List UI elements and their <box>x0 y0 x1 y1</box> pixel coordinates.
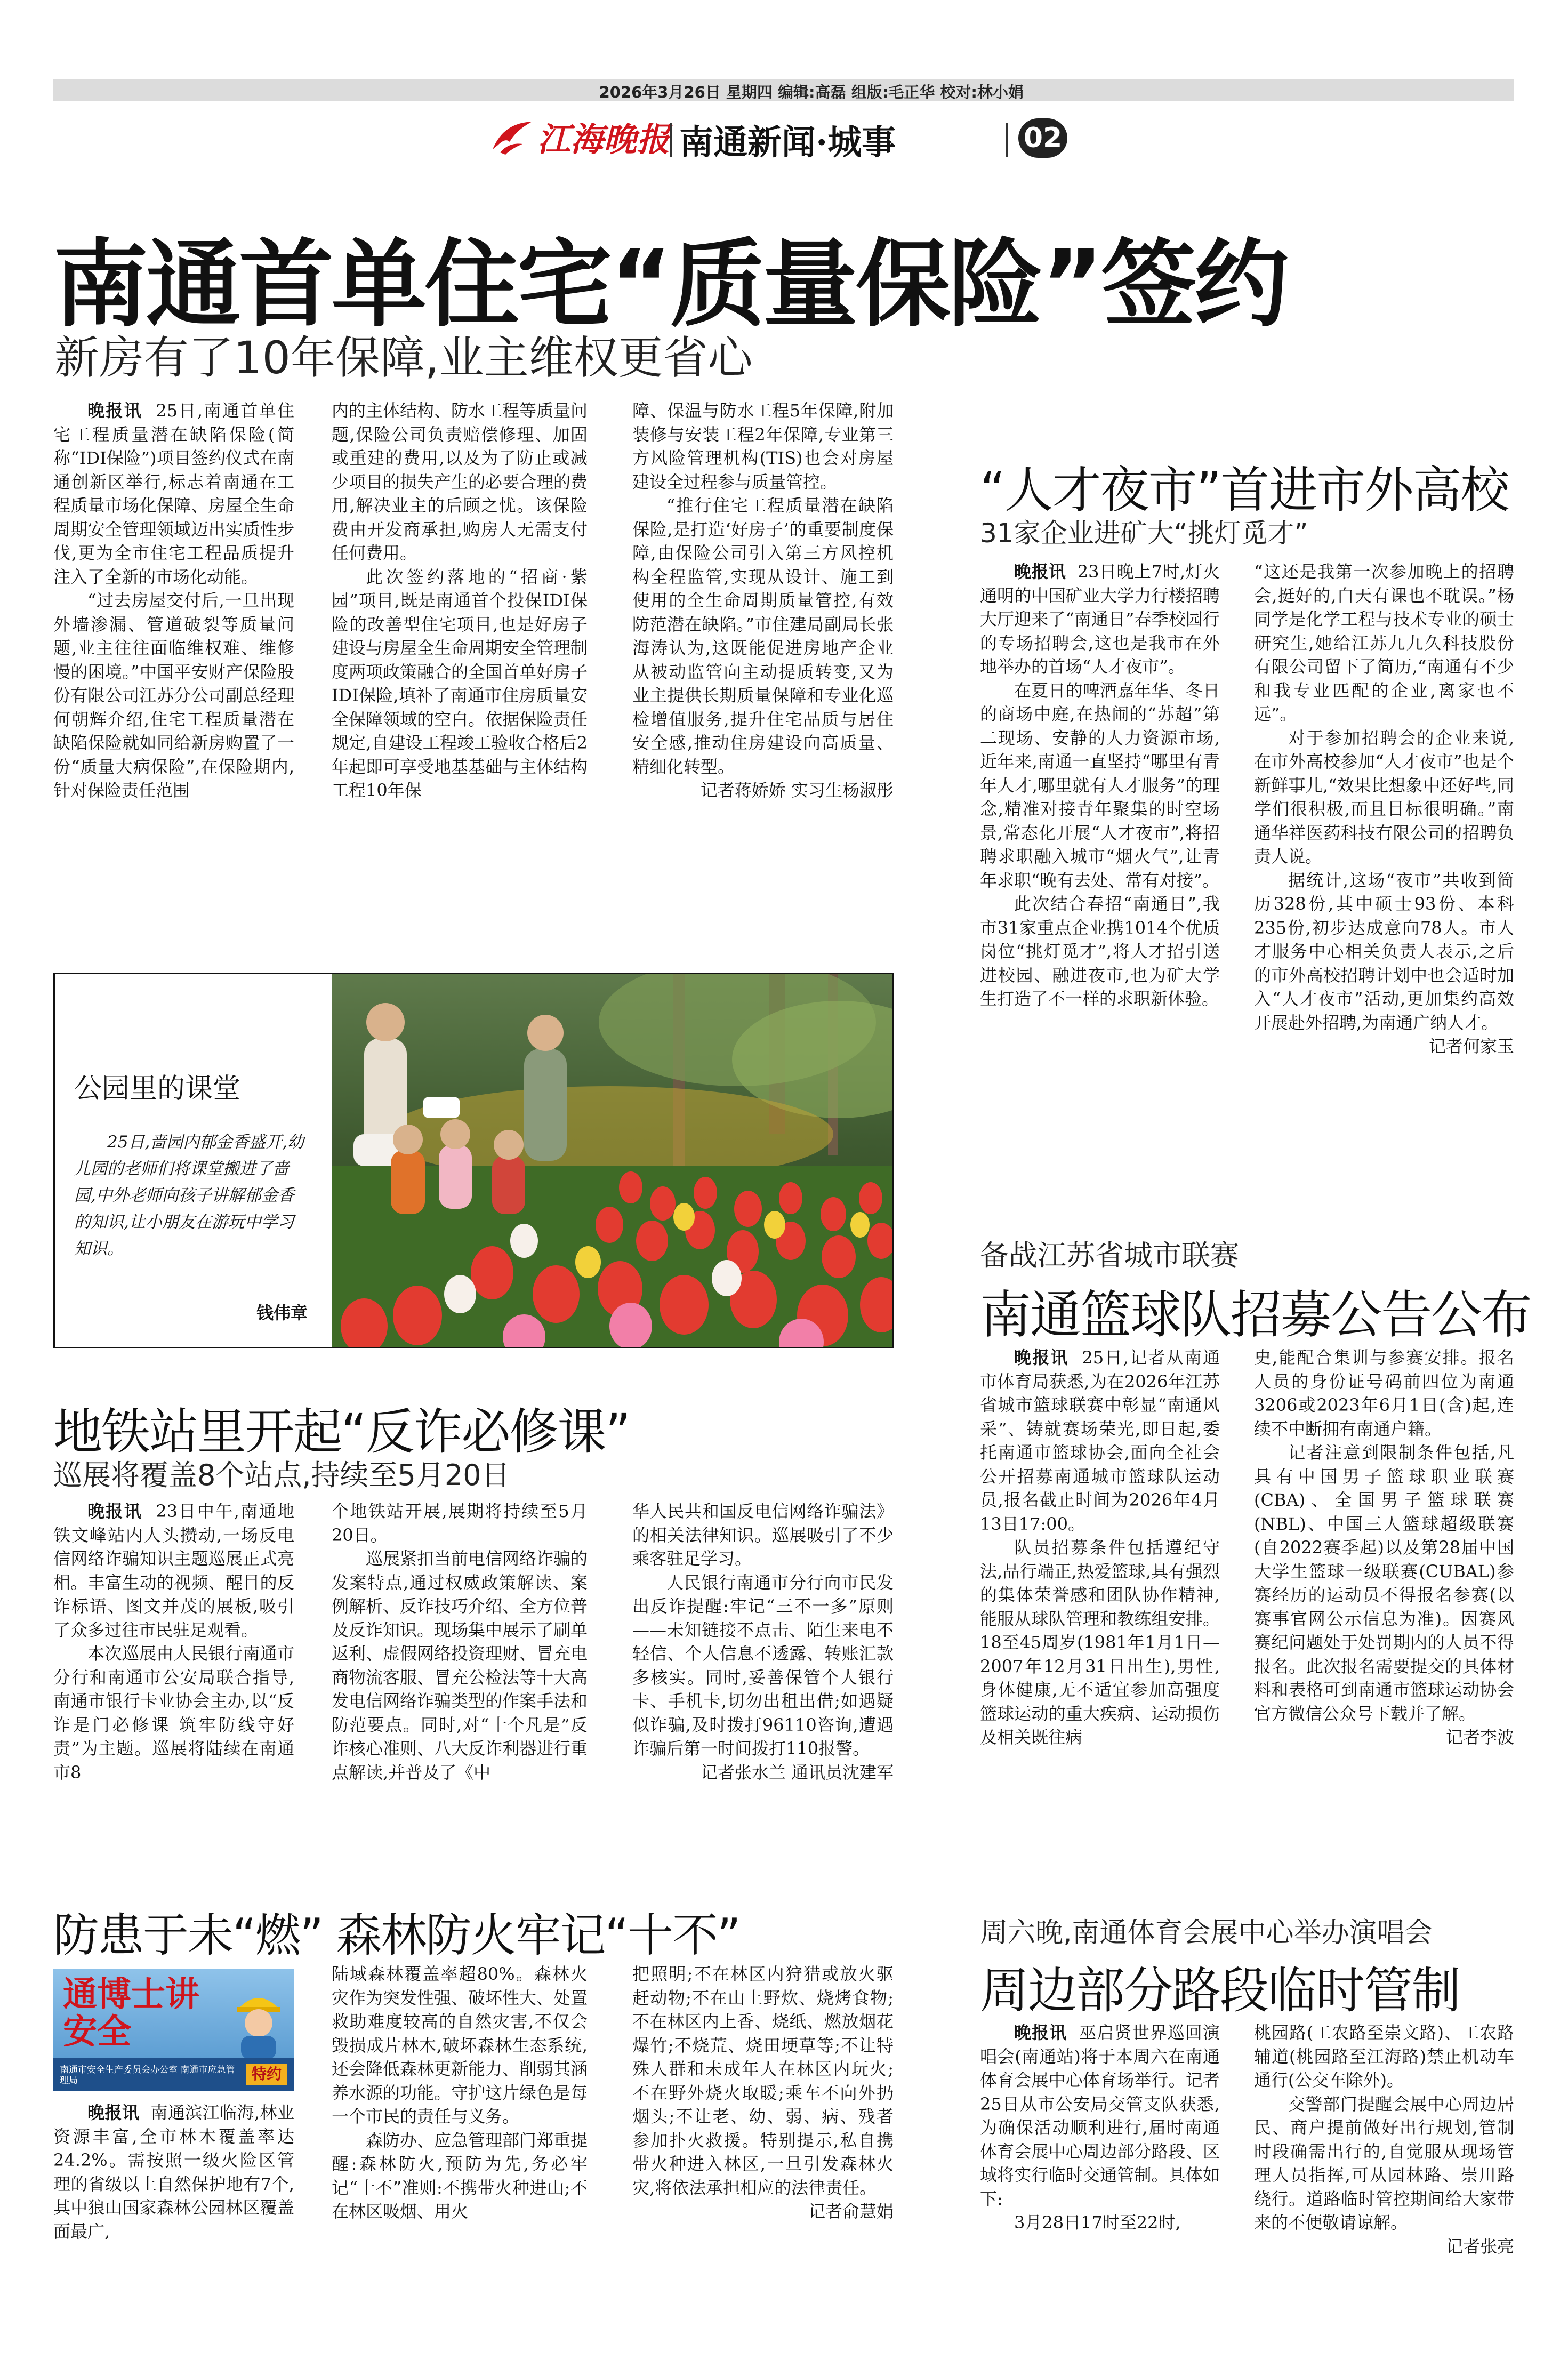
main-article-col-1 <box>53 399 294 943</box>
forest-article-col-2 <box>332 1962 588 2293</box>
paragraph: 23日晚上7时,灯火通明的中国矿业大学力行楼招聘大厅迎来了“南通日”春季校园行的专场招聘会,这也是我市在外地举办的首场“人才夜市”。 <box>980 561 1220 677</box>
page-number-badge: 02 <box>1018 118 1067 158</box>
byline: 记者俞慧娟 <box>808 2201 894 2221</box>
forest-headline: 防患于未“燃” 森林防火牢记“十不” <box>53 1909 740 1962</box>
lead-tag: 晚报讯 <box>87 400 143 421</box>
concert-kicker: 周六晚,南通体育会展中心举办演唱会 <box>980 1917 1433 1949</box>
paragraph: 陆域森林覆盖率超80%。森林火灾作为突发性强、破坏性大、处置救助难度较高的自然灾害,不仅会毁损成片林木,破坏森林生态系统,还会降低森林更新能力、削弱其涵养水源的功能。守护这片绿色是每一个市民的责任与义务。 <box>332 1964 588 2126</box>
lead-tag: 晚报讯 <box>87 1501 143 1521</box>
byline: 记者张水兰 通讯员沈建军 <box>700 1762 894 1783</box>
paragraph: 南通滨江临海,林业资源丰富,全市林木覆盖率达24.2%。需按照一级火险区管理的省级以上自然保护地有7个,其中狼山国家森林公园林区覆盖面最广, <box>53 2102 294 2242</box>
paragraph: 障、保温与防水工程5年保障,附加装修与安装工程2年保障,专业第三方风险管理机构(TIS)也会对房屋建设全过程参与质量管控。 <box>632 400 894 492</box>
main-headline: 南通首单住宅“质量保险”签约 <box>53 229 1287 340</box>
masthead-divider <box>670 123 672 157</box>
paragraph: 23日中午,南通地铁文峰站内人头攒动,一场反电信网络诈骗知识主题巡展正式亮相。丰富生动的视频、醒目的反诈标语、图文并茂的展板,吸引了众多过往市民驻足观看。 <box>53 1501 294 1640</box>
paragraph: 记者注意到限制条件包括,凡具有中国男子篮球职业联赛(CBA)、全国男子篮球联赛(NBL)、中国三人篮球超级联赛(自2022赛季起)以及第28届中国大学生篮球一级联赛(CUBAL)参赛经历的运动员不得报名参赛(以赛事官网公示信息为准)。因赛风赛纪问题处于处罚期内的人员不得报名。此次报名需要提交的具体材料和表格可到南通市篮球运动协会官方微信公众号下载并了解。 <box>1254 1442 1514 1724</box>
photo-credit: 钱伟章 <box>256 1303 308 1323</box>
basketball-kicker: 备战江苏省城市联赛 <box>980 1239 1239 1272</box>
concert-article-col-2 <box>1254 2021 1514 2293</box>
paragraph: 交警部门提醒会展中心周边居民、商户提前做好出行规划,管制时段确需出行的,自觉服从现场管理人员指挥,可从园林路、崇川路绕行。道路临时管控期间给大家带来的不便敬请谅解。 <box>1254 2093 1514 2233</box>
paragraph: 3月28日17时至22时, <box>1014 2212 1181 2233</box>
main-article-col-3 <box>632 399 894 943</box>
paragraph: 森防办、应急管理部门郑重提醒:森林防火,预防为先,务必牢记“十不”准则:不携带火种进山;不在林区吸烟、用火 <box>332 2130 588 2221</box>
paragraph: 25日,南通首单住宅工程质量潜在缺陷保险(简称“IDI保险”)项目签约仪式在南通创新区举行,标志着南通在工程质量市场化保障、房屋全生命周期安全管理领域迈出实质性步伐,更为全市住宅工程品质提升注入了全新的市场化动能。 <box>53 400 294 587</box>
paragraph: 本次巡展由人民银行南通市分行和南通市公安局联合指导,南通市银行卡业协会主办,以“反诈是门必修课 筑牢防线守好责”为主题。巡展将陆续在南通市8 <box>53 1643 294 1783</box>
date-editor-bar <box>53 79 1514 101</box>
paragraph: 据统计,这场“夜市”共收到简历328份,其中硕士93份、本科235份,初步达成意向78人。市人才服务中心相关负责人表示,之后的市外高校招聘计划中也会适时加入“人才夜市”活动,更加集约高效开展赴外招聘,为南通广纳人才。 <box>1254 870 1514 1033</box>
paper-logo-icon <box>490 118 534 156</box>
lead-tag: 晚报讯 <box>1014 1347 1069 1368</box>
metro-article-col-2 <box>332 1499 588 1878</box>
paragraph: 内的主体结构、防水工程等质量问题,保险公司负责赔偿修理、加固或重建的费用,以及为了防止或减少项目的损失产生的必要合理的费用,解决业主的后顾之忧。该保险费由开发商承担,购房人无需支付任何费用。 <box>332 400 588 563</box>
paragraph: 桃园路(工农路至崇文路)、工农路辅道(桃园路至江海路)禁止机动车通行(公交车除外)。 <box>1254 2022 1514 2090</box>
talent-headline: “人才夜市”首进市外高校 <box>980 462 1509 519</box>
basketball-headline: 南通篮球队招募公告公布 <box>980 1285 1531 1345</box>
talent-article-col-2 <box>1254 560 1514 1216</box>
lead-tag: 晚报讯 <box>1014 2022 1067 2043</box>
tulip-garden-photo <box>332 974 892 1347</box>
safety-column-org: 南通市安全生产委员会办公室 南通市应急管理局 <box>60 2065 235 2086</box>
paragraph: 在夏日的啤酒嘉年华、冬日的商场中庭,在热闹的“苏超”第二现场、安静的人力资源市场,近年来,南通一直坚持“哪里有青年人才,哪里就有人才服务”的理念,精准对接青年聚集的时空场景,常态化开展“人才夜市”,将招聘求职融入城市“烟火气”,让青年求职“晚有去处、常有对接”。 <box>980 680 1220 890</box>
photo-title: 公园里的课堂 <box>74 1073 241 1105</box>
paragraph: 25日,记者从南通市体育局获悉,为在2026年江苏省城市篮球联赛中彰显“南通风采”、铸就赛场荣光,即日起,委托南通市篮球协会,面向全社会公开招募南通城市篮球队运动员,报名截止时间为2026年4月13日17:00。 <box>980 1347 1220 1534</box>
paragraph: 队员招募条件包括遵纪守法,品行端正,热爱篮球,具有强烈的集体荣誉感和团队协作精神,能服从球队管理和教练组安排。18至45周岁(1981年1月1日—2007年12月31日出生),男性,身体健康,无不适宜参加高强度篮球运动的重大疾病、运动损伤及相关既往病 <box>980 1537 1220 1747</box>
special-tag: 特约 <box>246 2064 287 2085</box>
paragraph: “过去房屋交付后,一旦出现外墙渗漏、管道破裂等质量问题,业主往往面临维权难、维修慢的困境。”中国平安财产保险股份有限公司江苏分公司副总经理何朝辉介绍,住宅工程质量潜在缺陷保险就如同给新房购置了一份“质量大病保险”,在保险期内,针对保险责任范围 <box>53 590 294 800</box>
metro-subheadline: 巡展将覆盖8个站点,持续至5月20日 <box>53 1458 510 1492</box>
paragraph: 把照明;不在林区内狩猎或放火驱赶动物;不在山上野炊、烧烤食物;不在林区内上香、烧纸、燃放烟花爆竹;不烧荒、烧田埂草等;不让特殊人群和未成年人在林区内玩火;不在野外烧火取暖;乘车不向外扔烟头;不让老、幼、弱、病、残者参加扑火救援。特别提示,私自携带火种进入林区,一旦引发森林火灾,将依法承担相应的法律责任。 <box>632 1964 894 2198</box>
concert-headline: 周边部分路段临时管制 <box>980 1962 1460 2019</box>
talent-subheadline: 31家企业进矿大“挑灯觅才” <box>980 518 1308 549</box>
safety-column-badge <box>53 1969 294 2091</box>
photo-feature <box>53 973 894 1348</box>
date-line: 2026年3月26日 星期四 编辑:高磊 组版:毛正华 校对:林小娟 <box>599 83 1024 101</box>
paragraph: 此次签约落地的“招商·紫园”项目,既是南通首个投保IDI保险的改善型住宅项目,也是好房子建设与房屋全生命周期安全管理制度两项政策融合的全国首单好房子IDI保险,填补了南通市住房质量安全保障领域的空白。依据保险责任规定,自建设工程竣工验收合格后2年起即可享受地基基础与主体结构工程10年保 <box>332 566 588 800</box>
metro-article-col-3 <box>632 1499 894 1878</box>
talent-article-col-1 <box>980 560 1220 1216</box>
basketball-article-col-2 <box>1254 1346 1514 1868</box>
masthead <box>490 111 1077 170</box>
paragraph: 个地铁站开展,展期将持续至5月20日。 <box>332 1501 588 1545</box>
byline: 记者张亮 <box>1445 2236 1514 2257</box>
paragraph: 巫启贤世界巡回演唱会(南通站)将于本周六在南通体育会展中心体育场举行。记者25日从市公安局交管支队获悉,为确保活动顺利进行,届时南通体育会展中心周边部分路段、区域将实行临时交通管制。具体如下: <box>980 2022 1220 2209</box>
byline: 记者蒋娇娇 实习生杨淑彤 <box>700 780 894 800</box>
paper-name: 江海晚报 <box>537 120 670 159</box>
metro-headline: 地铁站里开起“反诈必修课” <box>53 1403 630 1460</box>
forest-article-col-1 <box>53 2101 294 2293</box>
basketball-article-col-1 <box>980 1346 1220 1868</box>
paragraph: “这还是我第一次参加晚上的招聘会,挺好的,白天有课也不耽误。”杨同学是化学工程与技术专业的硕士研究生,她给江苏九九久科技股份有限公司留下了简历,“南通有不少和我专业匹配的企业,离家也不远”。 <box>1254 561 1514 724</box>
paragraph: 人民银行南通市分行向市民发出反诈提醒:牢记“三不一多”原则——未知链接不点击、陌生来电不轻信、个人信息不透露、转账汇款多核实。同时,妥善保管个人银行卡、手机卡,切勿出租出借;如遇疑似诈骗,及时拨打96110咨询,遭遇诈骗后第一时间拨打110报警。 <box>632 1572 894 1759</box>
safety-doctor-icon <box>229 1985 288 2059</box>
concert-article-col-1 <box>980 2021 1220 2293</box>
byline: 记者李波 <box>1445 1727 1514 1747</box>
masthead-divider <box>1006 123 1008 157</box>
paragraph: “推行住宅工程质量潜在缺陷保险,是打造‘好房子’的重要制度保障,由保险公司引入第三方风控机构全程监管,实现从设计、施工到使用的全生命周期质量管控,有效防范潜在缺陷。”市住建局副局长张海涛认为,这既能促进房地产企业从被动监管向主动提质转变,又为业主提供长期质量保障和专业化巡检增值服务,提升住宅品质与居住安全感,推动住房建设向高质量、精细化转型。 <box>632 495 894 777</box>
byline: 记者何家玉 <box>1428 1036 1514 1056</box>
paragraph: 史,能配合集训与参赛安排。报名人员的身份证号码前四位为南通3206或2023年6月1日(含)起,连续不中断拥有南通户籍。 <box>1254 1347 1514 1439</box>
paragraph: 对于参加招聘会的企业来说,在市外高校参加“人才夜市”也是个新鲜事儿,“效果比想象中还好些,同学们很积极,而且目标很明确。”南通华祥医药科技有限公司的招聘负责人说。 <box>1254 727 1514 866</box>
photo-caption: 25日,啬园内郁金香盛开,幼儿园的老师们将课堂搬进了啬园,中外老师向孩子讲解郁金香的知识,让小朋友在游玩中学习知识。 <box>74 1133 304 1258</box>
forest-article-col-3 <box>632 1962 894 2293</box>
paragraph: 华人民共和国反电信网络诈骗法》的相关法律知识。巡展吸引了不少乘客驻足学习。 <box>632 1501 894 1569</box>
metro-article-col-1 <box>53 1499 294 1878</box>
safety-column-title: 通博士讲安全 <box>63 1975 199 2052</box>
lead-tag: 晚报讯 <box>1014 561 1066 582</box>
main-article-col-2 <box>332 399 588 943</box>
paragraph: 巡展紧扣当前电信网络诈骗的发案特点,通过权威政策解读、案例解析、反诈技巧介绍、全方位普及反诈知识。现场集中展示了刷单返利、虚假网络投资理财、冒充电商物流客服、冒充公检法等十大高发电信网络诈骗类型的作案手法和防范要点。同时,对“十个凡是”反诈核心准则、八大反诈利器进行重点解读,并普及了《中 <box>332 1548 588 1783</box>
paragraph: 此次结合春招“南通日”,我市31家重点企业携1014个优质岗位“挑灯觅才”,将人才招引送进校园、融进夜市,也为矿大学生打造了不一样的求职新体验。 <box>980 894 1220 1009</box>
section-name: 南通新闻·城事 <box>679 123 896 163</box>
main-subheadline: 新房有了10年保障,业主维权更省心 <box>54 332 753 384</box>
lead-tag: 晚报讯 <box>87 2102 140 2123</box>
